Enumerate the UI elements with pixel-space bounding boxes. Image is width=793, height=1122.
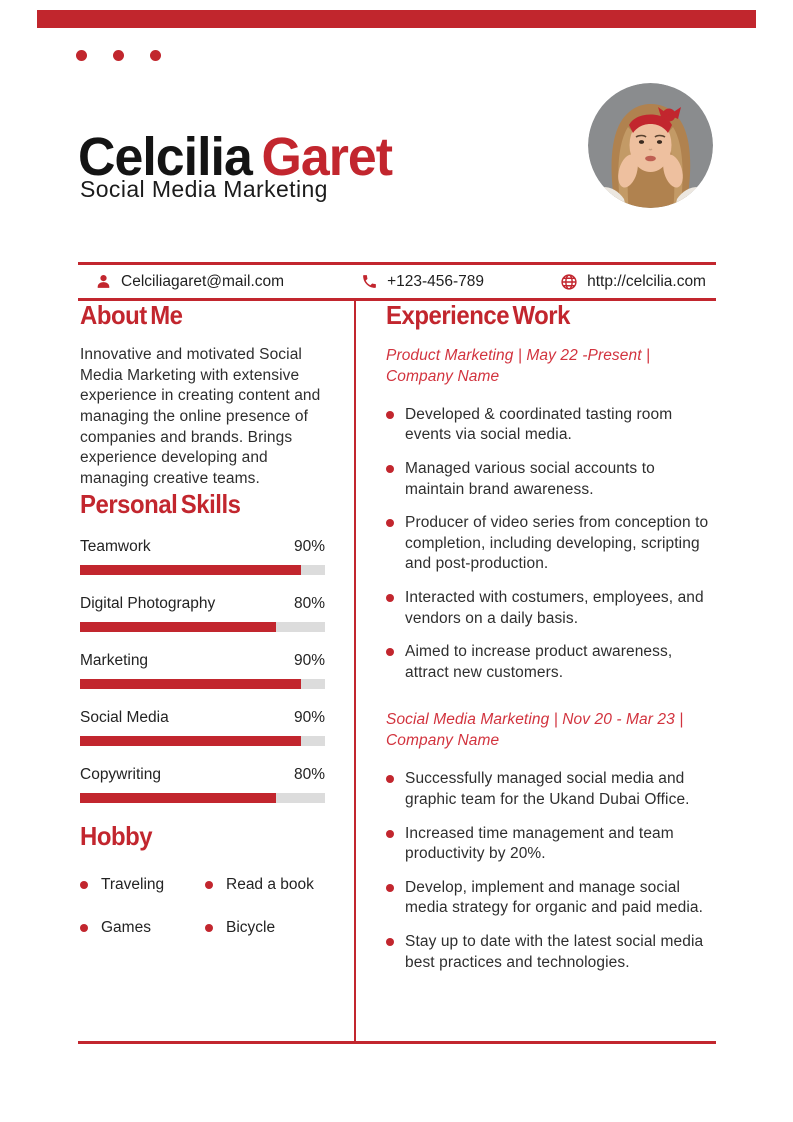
left-column bbox=[78, 301, 356, 1041]
avatar-illustration bbox=[588, 83, 713, 208]
hobby-title: Hobby bbox=[80, 820, 153, 851]
skill-percent: 90% bbox=[293, 537, 325, 555]
bullet-dot-icon bbox=[386, 775, 394, 783]
globe-icon bbox=[560, 273, 578, 291]
bullet-item: Increased time management and team productivity by 20%. bbox=[386, 824, 716, 865]
skill-bar-track bbox=[80, 679, 325, 689]
skill-label: Teamwork bbox=[80, 537, 151, 555]
job-heading: Social Media Marketing | Nov 20 - Mar 23 | Company Name bbox=[386, 711, 684, 750]
bullet-dot-icon bbox=[386, 594, 394, 602]
skill-bar-fill bbox=[80, 679, 301, 689]
hobby-item bbox=[80, 876, 205, 894]
bullet-dot-icon bbox=[386, 830, 394, 838]
skill-bar-track bbox=[80, 565, 325, 575]
hobby-item bbox=[80, 919, 205, 937]
experience-work-title: Experience Work bbox=[386, 300, 571, 330]
skill-percent: 80% bbox=[293, 594, 325, 612]
bullet-item: Successfully managed social media and graphic team for the Ukand Dubai Office. bbox=[386, 769, 716, 810]
bullet-dot-icon bbox=[205, 924, 213, 932]
bullet-dot-icon bbox=[80, 924, 88, 932]
main-columns bbox=[78, 301, 716, 1044]
skill-bar-track bbox=[80, 736, 325, 746]
skill-bar-track bbox=[80, 622, 325, 632]
person-icon bbox=[94, 273, 112, 291]
skill-percent: 80% bbox=[293, 765, 325, 783]
contact-phone[interactable] bbox=[360, 273, 484, 291]
hobby-list bbox=[80, 876, 325, 937]
contact-bar bbox=[78, 262, 716, 301]
skill-row bbox=[80, 708, 325, 746]
skill-bar-fill bbox=[80, 622, 276, 632]
skill-label: Marketing bbox=[80, 651, 149, 669]
bullet-dot-icon bbox=[205, 881, 213, 889]
bullet-dot-icon bbox=[80, 881, 88, 889]
job-heading: Product Marketing | May 22 -Present | Company Name bbox=[386, 346, 651, 385]
personal-skills-title: Personal Skills bbox=[80, 488, 241, 519]
job-bullet-list bbox=[386, 405, 716, 684]
skill-row bbox=[80, 537, 325, 575]
last-name: Garet bbox=[261, 127, 393, 188]
skill-label: Digital Photography bbox=[80, 594, 216, 612]
hobby-label: Games bbox=[101, 918, 151, 936]
contact-email[interactable] bbox=[94, 273, 284, 291]
hobby-label: Read a book bbox=[226, 875, 314, 893]
phone-text: +123-456-789 bbox=[387, 272, 485, 290]
profile-photo bbox=[588, 83, 713, 208]
skill-bar-fill bbox=[80, 565, 301, 575]
bullet-item: Developed & coordinated tasting room events via social media. bbox=[386, 405, 716, 446]
right-column bbox=[356, 301, 716, 1041]
skill-row bbox=[80, 651, 325, 689]
skill-bar-fill bbox=[80, 793, 276, 803]
email-text: Celciliagaret@mail.com bbox=[121, 272, 285, 290]
bullet-dot-icon bbox=[386, 884, 394, 892]
top-accent-bar bbox=[37, 10, 756, 28]
job-title: Social Media Marketing bbox=[80, 176, 328, 202]
skill-label: Social Media bbox=[80, 708, 169, 726]
dot-icon bbox=[76, 50, 87, 61]
bullet-dot-icon bbox=[386, 465, 394, 473]
job-bullet-list bbox=[386, 769, 716, 973]
bullet-dot-icon bbox=[386, 519, 394, 527]
bullet-item: Producer of video series from conception to completion, including developing, scripting and post-production. bbox=[386, 513, 716, 575]
about-me-title: About Me bbox=[80, 300, 183, 330]
contact-website[interactable] bbox=[560, 273, 706, 291]
bullet-item: Interacted with costumers, employees, and vendors on a daily basis. bbox=[386, 588, 716, 629]
first-name: Celcilia bbox=[78, 127, 252, 188]
bullet-dot-icon bbox=[386, 938, 394, 946]
skill-percent: 90% bbox=[293, 651, 325, 669]
skill-row bbox=[80, 765, 325, 803]
hobby-item bbox=[205, 876, 325, 894]
skill-bar-fill bbox=[80, 736, 301, 746]
skill-bar-track bbox=[80, 793, 325, 803]
dot-icon bbox=[150, 50, 161, 61]
bullet-dot-icon bbox=[386, 411, 394, 419]
about-me-text: Innovative and motivated Social Media Marketing with extensive experience in creating content and managing the online presence of companies and brands. Brings experience developing and managing creative teams. bbox=[80, 345, 321, 488]
skill-percent: 90% bbox=[293, 708, 325, 726]
skills-list bbox=[80, 537, 325, 803]
website-text: http://celcilia.com bbox=[587, 272, 706, 290]
dot-icon bbox=[113, 50, 124, 61]
hobby-item bbox=[205, 919, 325, 937]
decorative-dots bbox=[76, 50, 161, 61]
bullet-item: Stay up to date with the latest social media best practices and technologies. bbox=[386, 932, 716, 973]
phone-icon bbox=[360, 273, 378, 291]
bullet-item: Develop, implement and manage social media strategy for organic and paid media. bbox=[386, 878, 716, 919]
hobby-label: Traveling bbox=[101, 875, 165, 893]
bullet-dot-icon bbox=[386, 648, 394, 656]
skill-label: Copywriting bbox=[80, 765, 161, 783]
hobby-label: Bicycle bbox=[226, 918, 276, 936]
bullet-item: Aimed to increase product awareness, attract new customers. bbox=[386, 642, 716, 683]
skill-row bbox=[80, 594, 325, 632]
bullet-item: Managed various social accounts to maintain brand awareness. bbox=[386, 459, 716, 500]
